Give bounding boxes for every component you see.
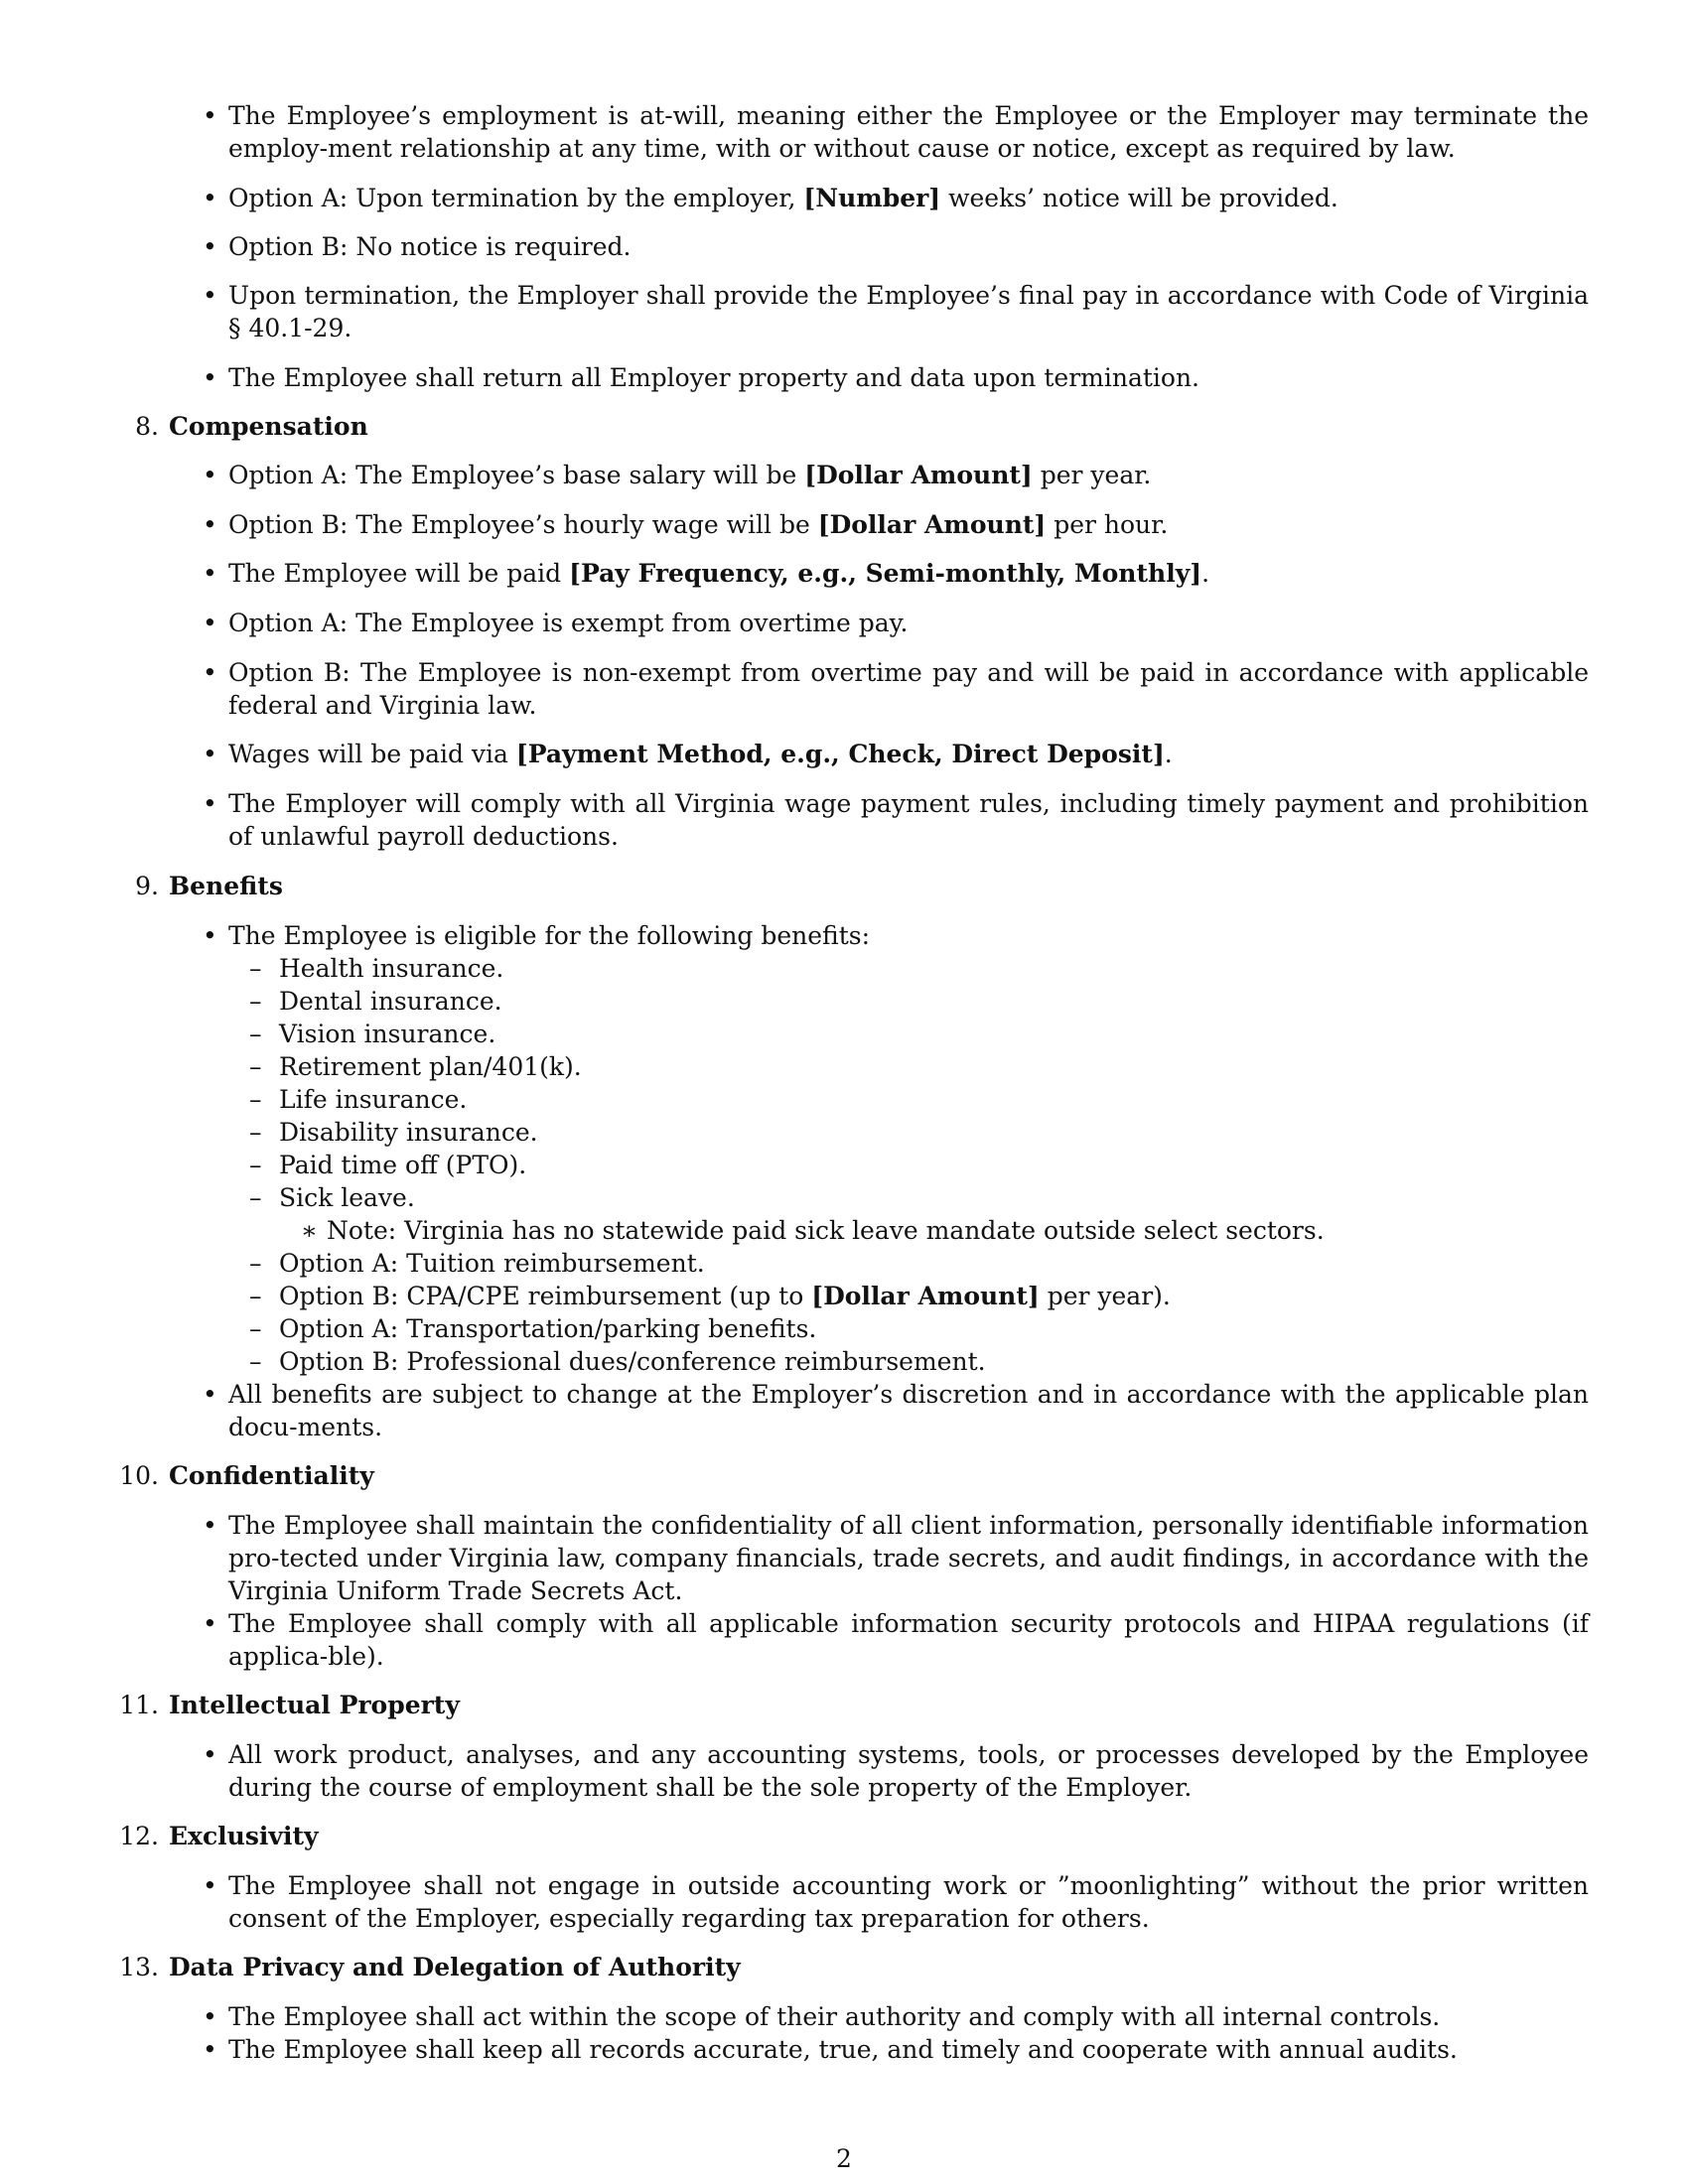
termination-return-property-item bbox=[203, 361, 1589, 394]
item-text: Retirement plan/401(k). bbox=[279, 1052, 582, 1081]
bullet: • bbox=[203, 1740, 217, 1769]
item-text: Option A: Transportation/parking benefits. bbox=[279, 1314, 817, 1343]
bullet: • bbox=[203, 789, 217, 818]
bullet: • bbox=[203, 2035, 217, 2064]
benefit-transportation bbox=[249, 1312, 1570, 1345]
section-number: 9. bbox=[135, 872, 159, 900]
bullet: • bbox=[203, 658, 217, 687]
item-text: . bbox=[1164, 740, 1173, 768]
item-text: The Employee is eligible for the following benefits: bbox=[228, 921, 871, 950]
item-text: Option A: Upon termination by the employer, bbox=[228, 184, 804, 212]
benefit-pto bbox=[249, 1149, 1570, 1181]
section-title: Data Privacy and Delegation of Authority bbox=[169, 1953, 741, 1981]
placeholder-field: [Dollar Amount] bbox=[817, 510, 1047, 539]
item-text: weeks’ notice will be provided. bbox=[940, 184, 1338, 212]
sick-leave-note bbox=[301, 1214, 1568, 1247]
section-number: 13. bbox=[119, 1953, 159, 1981]
confidentiality-info-item bbox=[203, 1509, 1589, 1607]
benefit-cpa-cpe bbox=[249, 1280, 1570, 1312]
compensation-non-exempt-item bbox=[203, 656, 1589, 722]
privacy-authority-item bbox=[203, 2000, 1589, 2033]
compensation-wage-rules-item bbox=[203, 787, 1589, 853]
bullet: • bbox=[203, 1609, 217, 1638]
dash: – bbox=[249, 987, 262, 1016]
ip-work-product-item bbox=[203, 1738, 1589, 1804]
section-number: 11. bbox=[119, 1691, 159, 1719]
item-text: Upon termination, the Employer shall provide the Employee’s final pay in accordance with Code of Virginia § 40.1-29. bbox=[228, 281, 1589, 342]
benefit-health bbox=[249, 952, 1570, 985]
item-text: per year). bbox=[1039, 1282, 1171, 1310]
compensation-pay-frequency-item bbox=[203, 557, 1589, 590]
privacy-records-item bbox=[203, 2033, 1589, 2066]
termination-notice-option-b-item bbox=[203, 230, 1589, 263]
benefit-vision bbox=[249, 1018, 1570, 1050]
bullet: • bbox=[203, 609, 217, 637]
dash: – bbox=[249, 1151, 262, 1179]
item-text: Option B: CPA/CPE reimbursement (up to bbox=[279, 1282, 812, 1310]
bullet: • bbox=[203, 510, 217, 539]
placeholder-field: [Payment Method, e.g., Check, Direct Deposit] bbox=[515, 740, 1165, 768]
termination-notice-option-a-item bbox=[203, 182, 1589, 214]
compensation-salary-item bbox=[203, 459, 1589, 491]
bullet: • bbox=[203, 559, 217, 588]
bullet: • bbox=[203, 1511, 217, 1540]
item-text: Option A: The Employee’s base salary will be bbox=[228, 461, 805, 489]
exclusivity-moonlighting-item bbox=[203, 1869, 1589, 1935]
dash: – bbox=[249, 1052, 262, 1081]
section-title: Confidentiality bbox=[169, 1461, 374, 1490]
compensation-hourly-item bbox=[203, 508, 1589, 541]
bullet: • bbox=[203, 921, 217, 950]
item-text: Sick leave. bbox=[279, 1183, 415, 1212]
benefit-disability bbox=[249, 1116, 1570, 1149]
item-text: Wages will be paid via bbox=[228, 740, 516, 768]
item-text: Dental insurance. bbox=[279, 987, 502, 1016]
item-text: Note: Virginia has no statewide paid sick leave mandate outside select sectors. bbox=[327, 1216, 1325, 1245]
item-text: The Employee shall return all Employer property and data upon termination. bbox=[228, 363, 1199, 392]
dash: – bbox=[249, 1020, 262, 1048]
dash: – bbox=[249, 1118, 262, 1147]
bullet: • bbox=[203, 101, 217, 130]
termination-at-will-item bbox=[203, 99, 1589, 165]
benefit-dental bbox=[249, 985, 1570, 1018]
star: ∗ bbox=[301, 1216, 318, 1245]
dash: – bbox=[249, 1282, 262, 1310]
dash: – bbox=[249, 1314, 262, 1343]
bullet: • bbox=[203, 1380, 217, 1409]
benefit-sick-leave bbox=[249, 1181, 1570, 1214]
dash: – bbox=[249, 1085, 262, 1114]
item-text: The Employer will comply with all Virginia wage payment rules, including timely payment and prohibition of unlawful payroll deductions. bbox=[228, 789, 1589, 851]
bullet: • bbox=[203, 281, 217, 310]
item-text: . bbox=[1201, 559, 1210, 588]
bullet: • bbox=[203, 461, 217, 489]
section-title: Benefits bbox=[169, 872, 283, 900]
bullet: • bbox=[203, 740, 217, 768]
placeholder-field: [Dollar Amount] bbox=[804, 461, 1033, 489]
dash: – bbox=[249, 1249, 262, 1278]
item-text: The Employee shall keep all records accurate, true, and timely and cooperate with annual audits. bbox=[228, 2035, 1458, 2064]
compensation-payment-method-item bbox=[203, 738, 1589, 770]
item-text: All benefits are subject to change at the Employer’s discretion and in accordance with the applicable plan docu-ments. bbox=[228, 1380, 1589, 1441]
item-text: per year. bbox=[1032, 461, 1152, 489]
bullet: • bbox=[203, 2002, 217, 2031]
dash: – bbox=[249, 1183, 262, 1212]
benefits-eligibility-item bbox=[203, 919, 1589, 952]
item-text: Option B: The Employee’s hourly wage will be bbox=[228, 510, 818, 539]
item-text: Health insurance. bbox=[279, 954, 504, 983]
bullet: • bbox=[203, 1871, 217, 1900]
section-number: 8. bbox=[135, 412, 159, 441]
benefit-professional-dues bbox=[249, 1345, 1570, 1378]
item-text: Option A: The Employee is exempt from overtime pay. bbox=[228, 609, 909, 637]
bullet: • bbox=[203, 363, 217, 392]
benefits-subject-to-change-item bbox=[203, 1378, 1589, 1443]
item-text: The Employee shall act within the scope of their authority and comply with all internal controls. bbox=[228, 2002, 1441, 2031]
section-title: Exclusivity bbox=[169, 1822, 319, 1850]
bullet: • bbox=[203, 184, 217, 212]
item-text: Option B: Professional dues/conference reimbursement. bbox=[279, 1347, 986, 1376]
confidentiality-security-item bbox=[203, 1607, 1589, 1673]
benefit-retirement bbox=[249, 1050, 1570, 1083]
item-text: Disability insurance. bbox=[279, 1118, 538, 1147]
item-text: Option A: Tuition reimbursement. bbox=[279, 1249, 705, 1278]
item-text: Option B: The Employee is non-exempt from overtime pay and will be paid in accordance with applicable federal and Virginia law. bbox=[228, 658, 1589, 720]
benefit-life bbox=[249, 1083, 1570, 1116]
compensation-exempt-item bbox=[203, 607, 1589, 639]
item-text: The Employee shall comply with all applicable information security protocols and HIPAA regulations (if applica-ble). bbox=[228, 1609, 1589, 1671]
item-text: All work product, analyses, and any accounting systems, tools, or processes developed by the Employee during the course of employment shall be the sole property of the Employer. bbox=[228, 1740, 1589, 1802]
placeholder-field: [Number] bbox=[803, 184, 941, 212]
placeholder-field: [Pay Frequency, e.g., Semi-monthly, Monthly] bbox=[569, 559, 1202, 588]
item-text: The Employee will be paid bbox=[228, 559, 570, 588]
benefit-tuition bbox=[249, 1247, 1570, 1280]
item-text: The Employee shall not engage in outside accounting work or ”moonlighting” without the prior written consent of the Employer, especially regarding tax preparation for others. bbox=[228, 1871, 1589, 1933]
item-text: The Employee shall maintain the confidentiality of all client information, personally identifiable information pro-tected under Virginia law, company financials, trade secrets, and audit findings, in accordance with the Virginia Uniform Trade Secrets Act. bbox=[228, 1511, 1589, 1605]
section-number: 10. bbox=[119, 1461, 159, 1490]
dash: – bbox=[249, 954, 262, 983]
item-text: Option B: No notice is required. bbox=[228, 232, 632, 261]
section-title: Compensation bbox=[169, 412, 368, 441]
item-text: per hour. bbox=[1046, 510, 1169, 539]
section-title: Intellectual Property bbox=[169, 1691, 460, 1719]
bullet: • bbox=[203, 232, 217, 261]
section-number: 12. bbox=[119, 1822, 159, 1850]
placeholder-field: [Dollar Amount] bbox=[811, 1282, 1040, 1310]
item-text: Paid time off (PTO). bbox=[279, 1151, 527, 1179]
item-text: The Employee’s employment is at-will, meaning either the Employee or the Employer may terminate the employ-ment relationship at any time, with or without cause or notice, except as required by law. bbox=[228, 101, 1589, 163]
dash: – bbox=[249, 1347, 262, 1376]
item-text: Vision insurance. bbox=[279, 1020, 496, 1048]
item-text: Life insurance. bbox=[279, 1085, 468, 1114]
page-number: 2 bbox=[836, 2144, 852, 2173]
termination-final-pay-item bbox=[203, 279, 1589, 344]
